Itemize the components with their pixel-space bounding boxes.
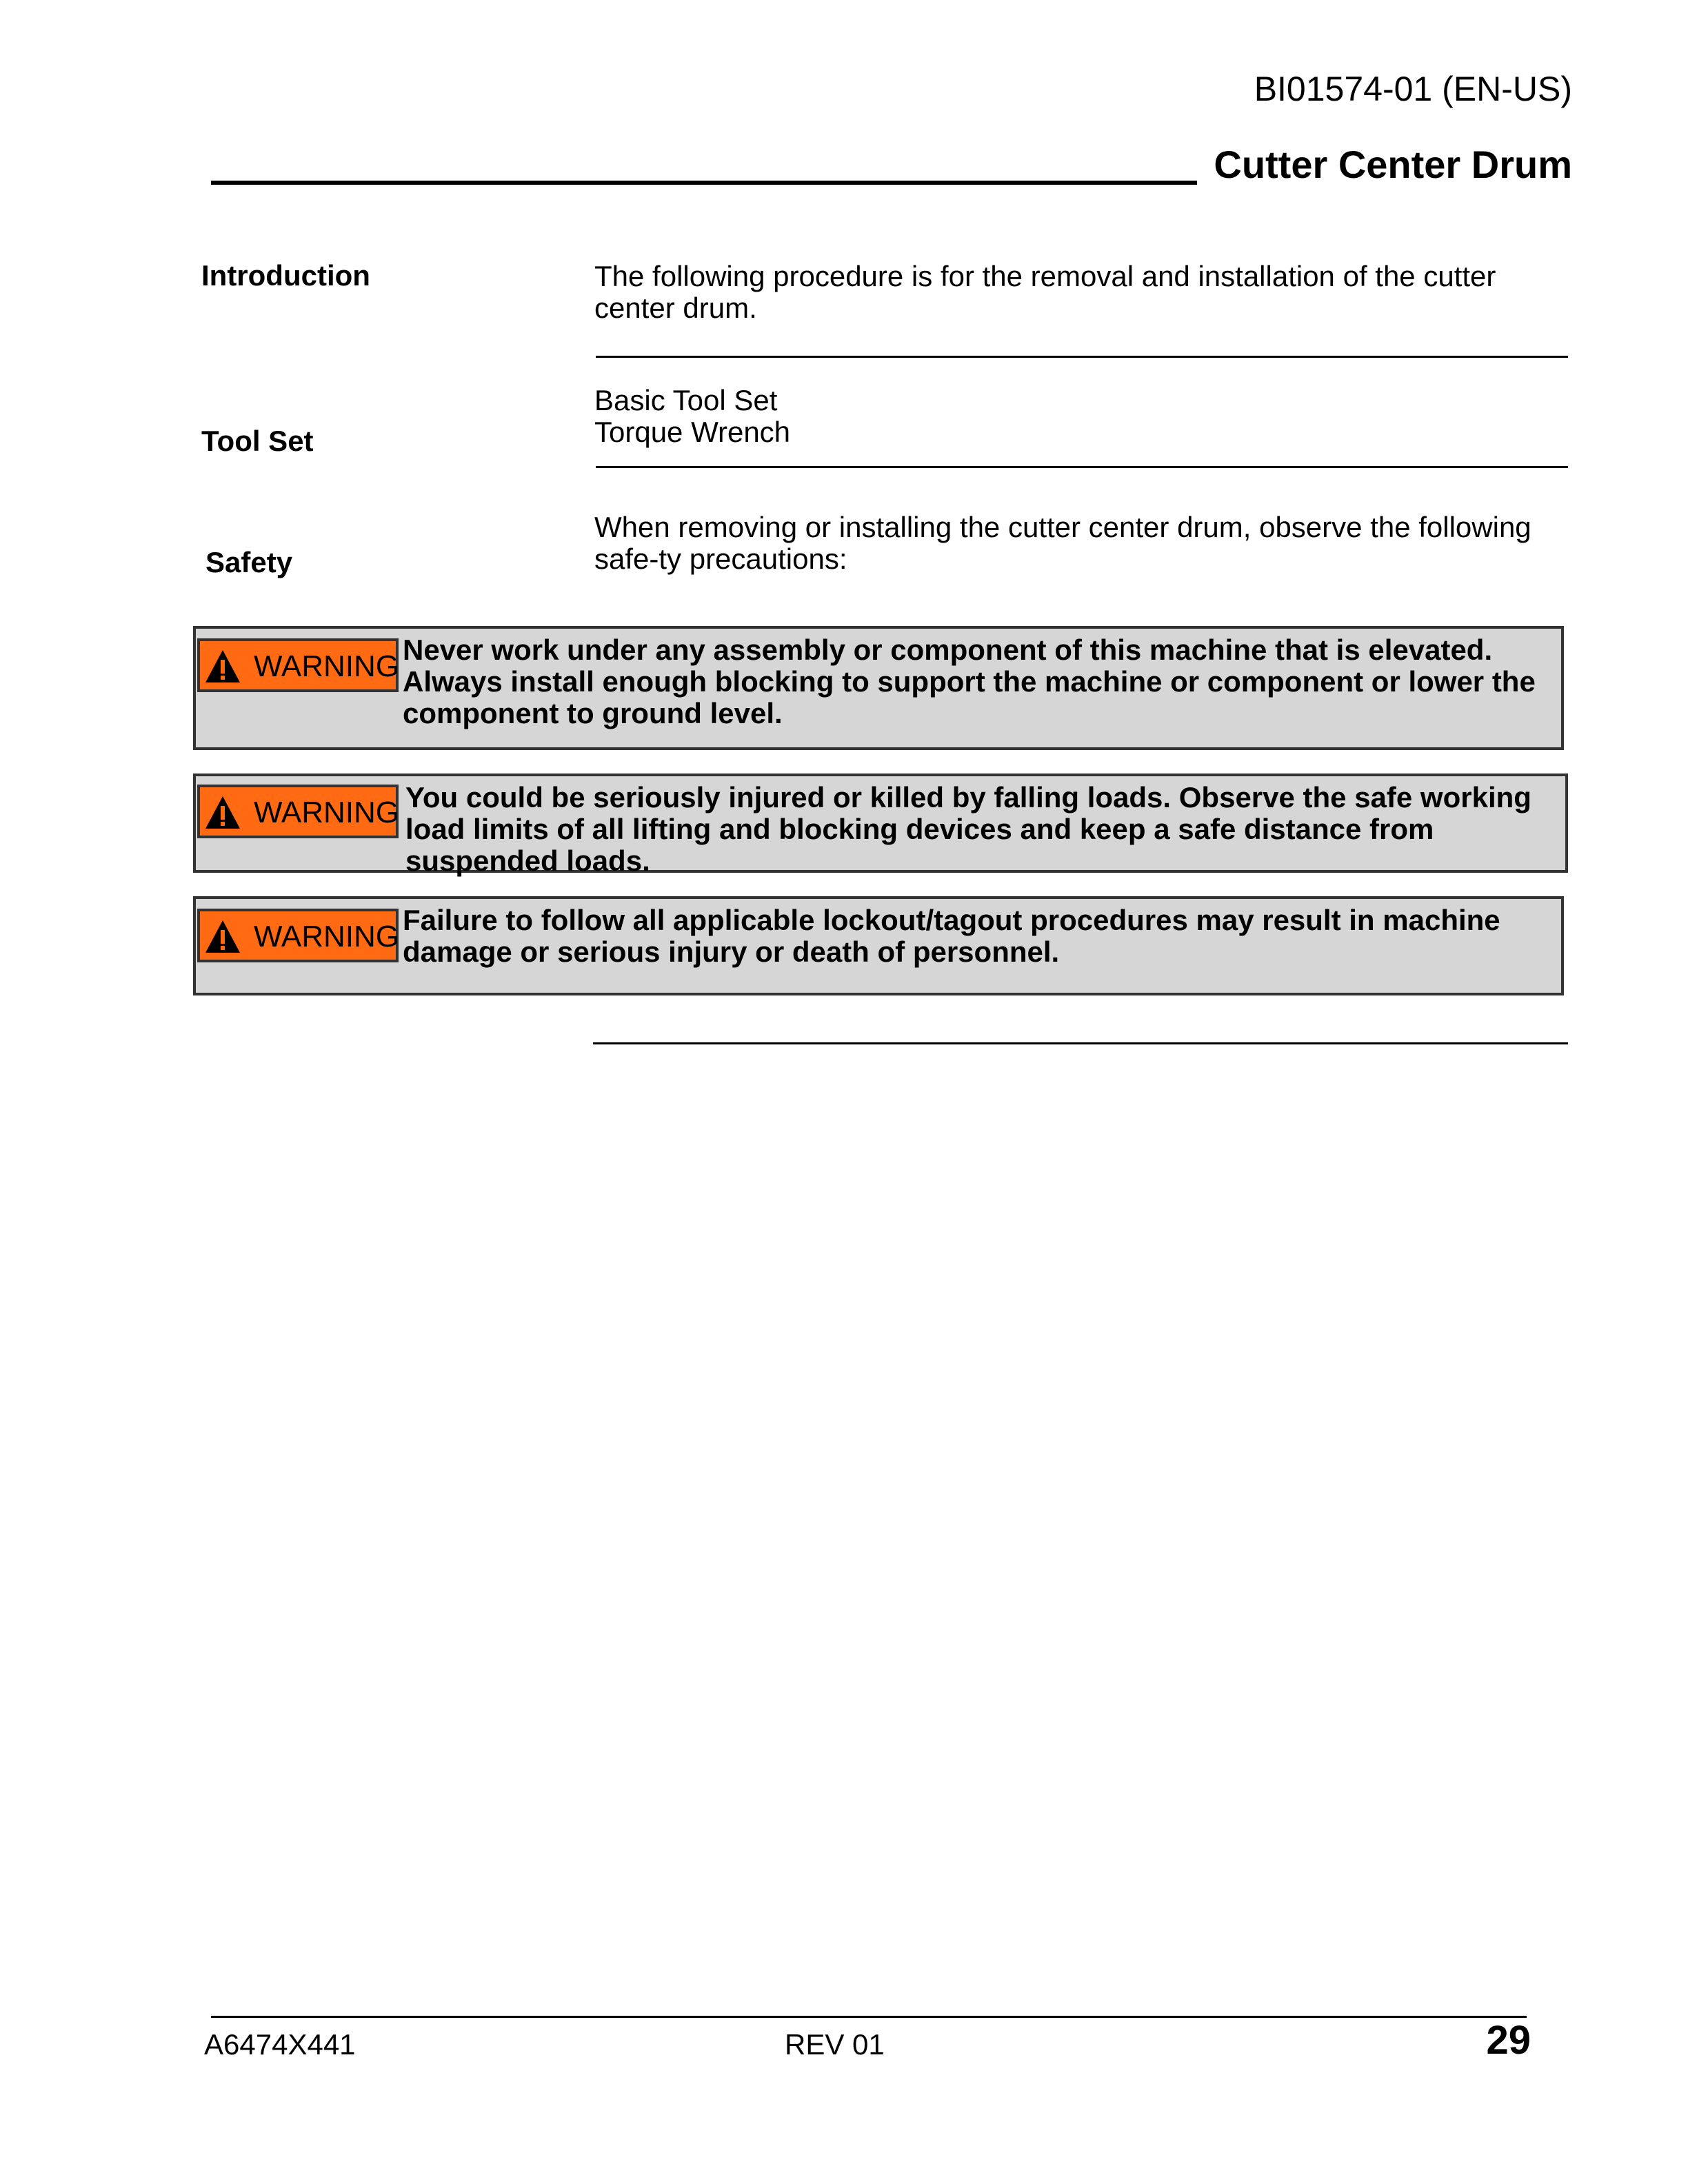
tool-set-label: Tool Set (201, 425, 314, 457)
warning-text: Failure to follow all applicable lockout/tagout procedures may result in machine damage or serious injury or death of personnel. (403, 904, 1500, 968)
section-title: Cutter Center Drum (1214, 143, 1572, 186)
warning-box (193, 626, 1564, 750)
warning-tag (197, 638, 399, 692)
warning-box (193, 774, 1568, 877)
warning-triangle-icon (204, 794, 241, 831)
tool-item: Torque Wrench (594, 416, 791, 448)
document-id: BI01574-01 (EN-US) (1254, 70, 1572, 108)
tool-item: Basic Tool Set (594, 384, 778, 416)
warning-text: Never work under any assembly or component of this machine that is elevated. Always install enough blocking to support the machine or component or lower the component to ground level. (403, 634, 1536, 729)
footer-rule (211, 2016, 1527, 2018)
safety-label: Safety (205, 546, 293, 578)
introduction-label: Introduction (201, 259, 370, 292)
warning-box (193, 896, 1564, 995)
revision: REV 01 (785, 2028, 885, 2061)
part-number: A6474X441 (204, 2028, 356, 2061)
tool-set-list (594, 385, 1574, 448)
safety-text: When removing or installing the cutter center drum, observe the following safe-ty precautions: (594, 511, 1531, 575)
warning-label: WARNING (254, 796, 400, 829)
section-divider (596, 466, 1568, 468)
warning-tag (197, 785, 399, 838)
warning-triangle-icon (204, 918, 241, 956)
warning-label: WARNING (254, 920, 400, 953)
warning-label: WARNING (254, 649, 400, 683)
warning-tag (197, 909, 399, 962)
introduction-text: The following procedure is for the removal and installation of the cutter center drum. (594, 260, 1496, 324)
header-rule (211, 181, 1197, 185)
page-number: 29 (1486, 2018, 1531, 2063)
section-divider (593, 1042, 1568, 1044)
warning-triangle-icon (204, 648, 241, 685)
warning-text: You could be seriously injured or killed by falling loads. Observe the safe working load limits of all lifting and blocking devices and keep a safe distance from suspended loads. (405, 781, 1531, 877)
section-divider (596, 356, 1568, 358)
